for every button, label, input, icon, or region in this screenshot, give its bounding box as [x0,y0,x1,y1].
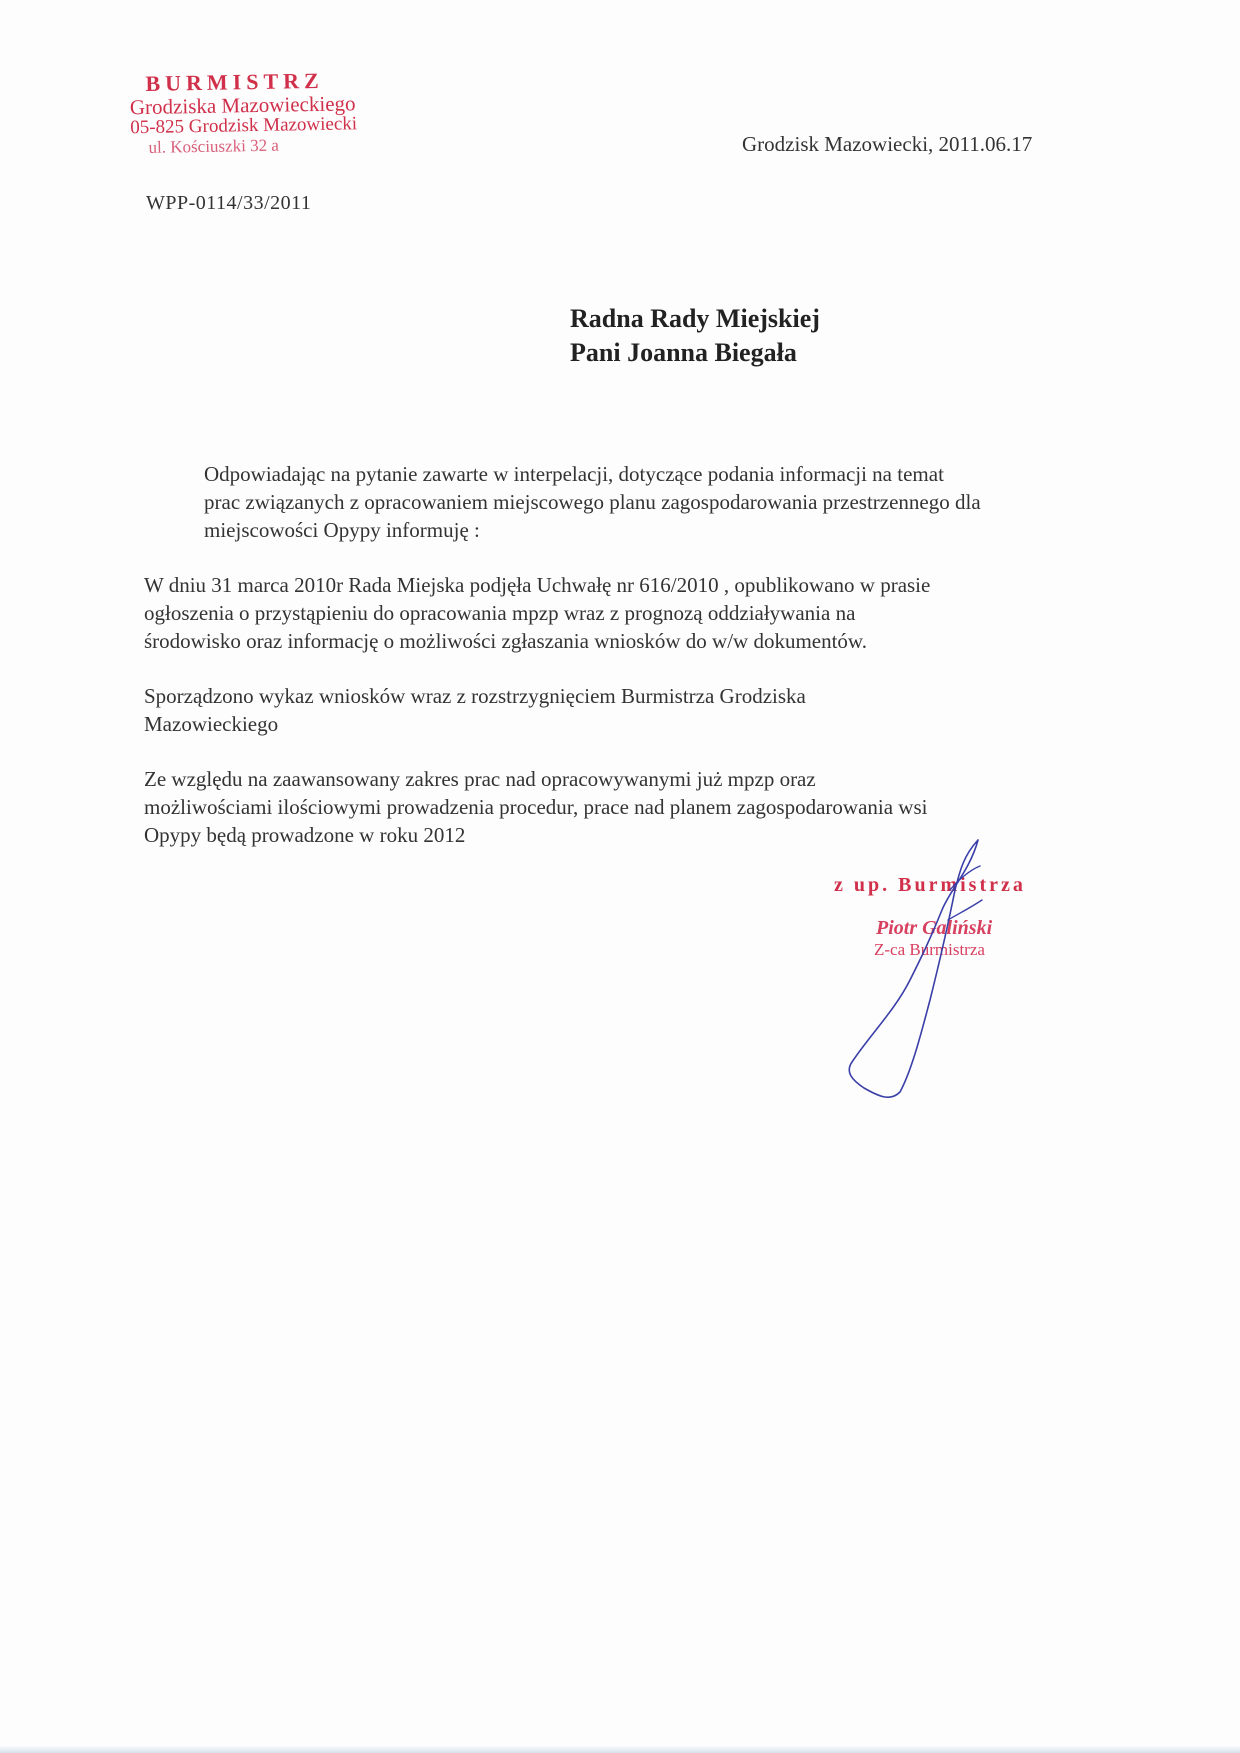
paragraph-line: środowisko oraz informację o możliwości zgłaszania wniosków do w/w dokumentów. [144,629,867,653]
letter-body [144,460,1094,876]
signatory-role: Z-ca Burmistrza [874,940,985,959]
handwritten-signature [830,830,1050,1100]
paragraph-line: ogłoszenia o przystąpieniu do opracowania mpzp wraz z prognozą oddziaływania na [144,601,856,625]
paragraph-line: Ze względu na zaawansowany zakres prac nad opracowywanymi już mpzp oraz [144,767,816,791]
paragraph-line: Sporządzono wykaz wniosków wraz z rozstrzygnięciem Burmistrza Grodziska [144,684,806,708]
reference-number: WPP-0114/33/2011 [146,192,312,214]
recipient-block [570,302,820,370]
recipient-name: Pani Joanna Biegała [570,338,797,367]
recipient-title: Radna Rady Miejskiej [570,304,820,333]
paragraph-line: Mazowieckiego [144,712,279,736]
stamp-title: BURMISTRZ [145,67,324,96]
stamp-street: ul. Kościuszki 32 a [148,135,280,157]
signature-stroke [849,840,978,1097]
paragraph-line: możliwościami ilościowymi prowadzenia procedur, prace nad planem zagospodarowania wsi [144,795,928,819]
paragraph-line: Opypy będą prowadzone w roku 2012 [144,823,466,847]
scan-edge [0,1745,1240,1753]
paragraph-2 [144,571,1094,655]
paragraph-3 [144,682,1094,738]
paragraph-line: miejscowości Opypy informuję : [204,518,480,542]
signature-authority: z up. Burmistrza [834,874,1026,896]
signature-stroke [948,866,982,920]
office-stamp [127,68,388,158]
paragraph-line: W dniu 31 marca 2010r Rada Miejska podjęła Uchwałę nr 616/2010 , opublikowano w prasie [144,573,931,597]
paragraph-line: prac związanych z opracowaniem miejscowego planu zagospodarowania przestrzennego dla [204,490,981,514]
stamp-postcode: 05-825 Grodzisk Mazowiecki [130,113,358,139]
signatory-name: Piotr Galiński [876,917,993,939]
paragraph-line: Odpowiadając na pytanie zawarte w interpelacji, dotyczące podania informacji na temat [204,462,944,486]
paragraph-1 [144,460,1094,544]
stamp-office: Grodziska Mazowieckiego [129,91,356,119]
letter-date: Grodzisk Mazowiecki, 2011.06.17 [742,132,1033,156]
